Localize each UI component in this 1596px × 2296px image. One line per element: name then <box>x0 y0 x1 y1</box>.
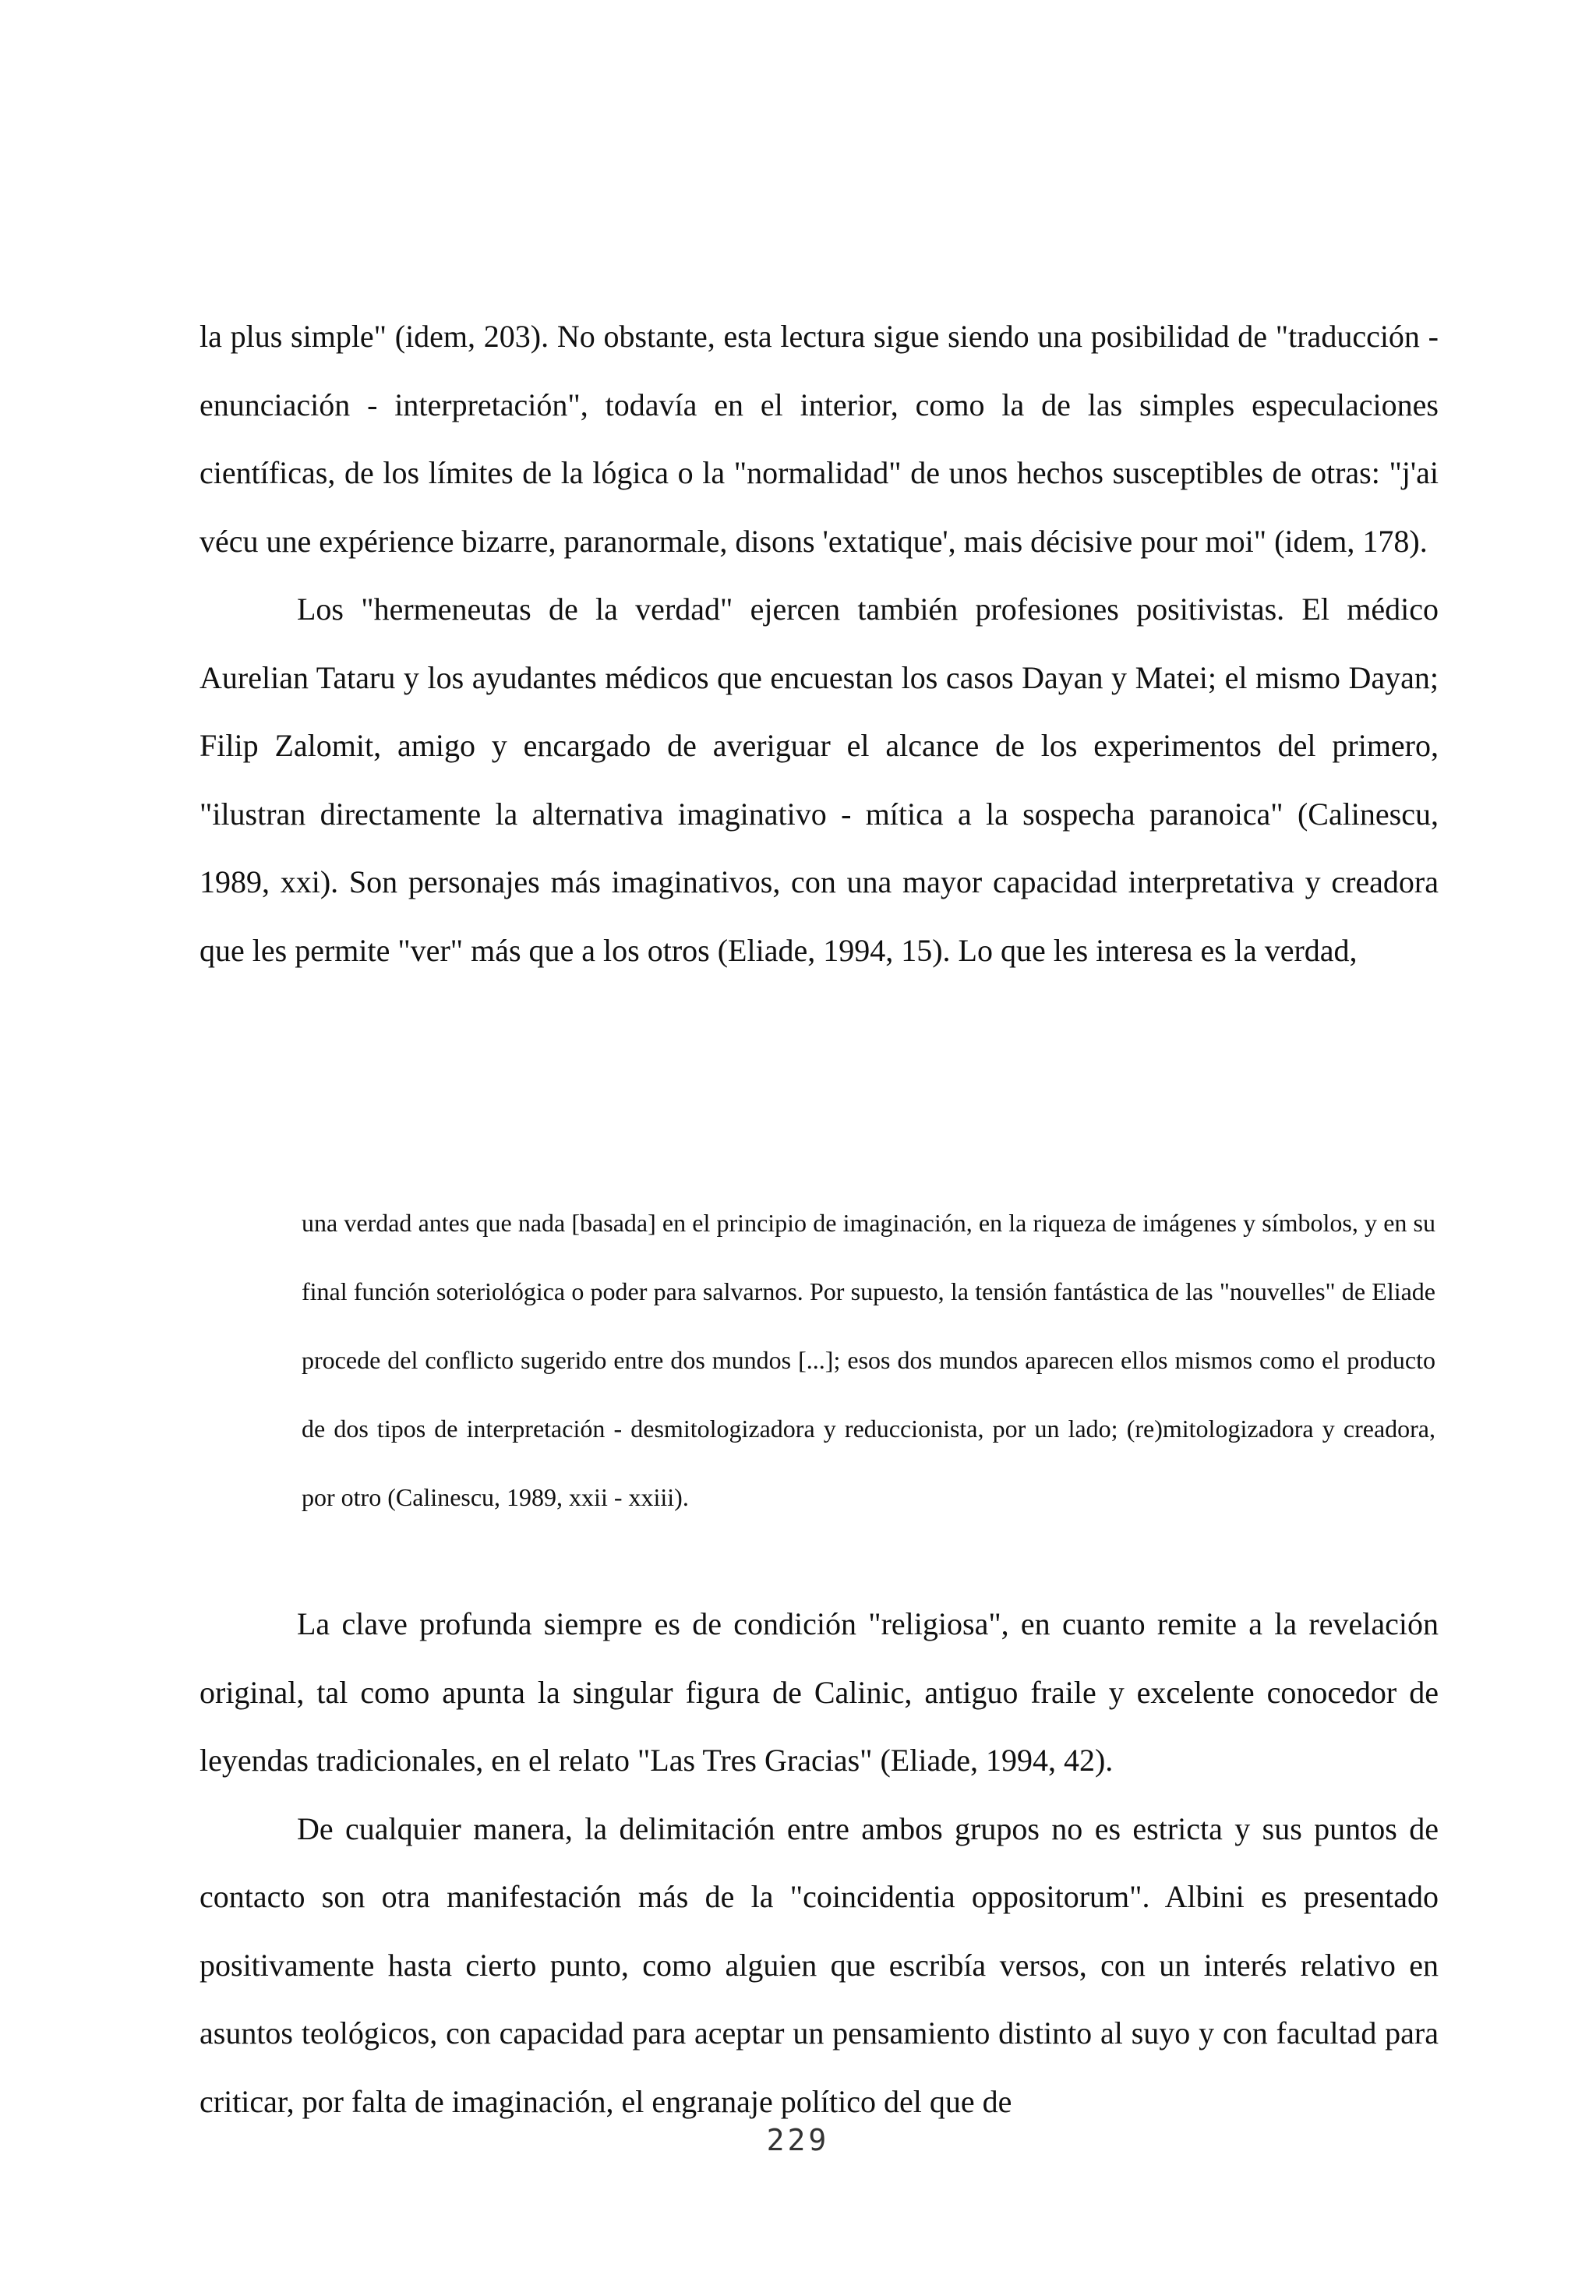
paragraph-clave-profunda: La clave profunda siempre es de condición "religiosa", en cuanto remite a la revelación original, tal como apunta la singular figura de Calinic, antiguo fraile y excelente conocedor de leyendas tradicionales, en el relato "Las Tres Gracias" (Eliade, 1994, 42). <box>200 1606 1439 1778</box>
paragraph-hermeneutas: Los "hermeneutas de la verdad" ejercen también profesiones positivistas. El médico Aurelian Tataru y los ayudantes médicos que encuestan los casos Dayan y Matei; el mismo Dayan; Filip Zalomit, amigo y encargado de averiguar el alcance de los experimentos del primero, "ilustran directamente la alternativa imaginativo - mítica a la sospecha paranoica" (Calinescu, 1989, xxi). Son personajes más imaginativos, con una mayor capacidad interpretativa y creadora que les permite "ver" más que a los otros (Eliade, 1994, 15). Lo que les interesa es la verdad, <box>200 592 1439 968</box>
page-number: 229 <box>766 2123 830 2157</box>
paragraph-continuation: la plus simple" (idem, 203). No obstante, esta lectura sigue siendo una posibilidad de "traducción - enunciación - interpretación", todavía en el interior, como la de las simples especulaciones científicas, de los límites de la lógica o la "normalidad" de unos hechos susceptibles de otras: "j'ai vécu une expérience bizarre, paranormale, disons 'extatique', mais décisive pour moi" (idem, 178). <box>200 319 1439 559</box>
block-quote: una verdad antes que nada [basada] en el principio de imaginación, en la riqueza de imágenes y símbolos, y en su final función soteriológica o poder para salvarnos. Por supuesto, la tensión fantástica de las "nouvelles" de Eliade procede del conflicto sugerido entre dos mundos [...]; esos dos mundos aparecen ellos mismos como el producto de dos tipos de interpretación - desmitologizadora y reduccionista, por un lado; (re)mitologizadora y creadora, por otro (Calinescu, 1989, xxii - xxiii). <box>302 1209 1435 1511</box>
body-text-top <box>200 302 1439 984</box>
paragraph-delimitacion: De cualquier manera, la delimitación entre ambos grupos no es estricta y sus puntos de contacto son otra manifestación más de la "coincidentia oppositorum". Albini es presentado positivamente hasta cierto punto, como alguien que escribía versos, con un interés relativo en asuntos teológicos, con capacidad para aceptar un pensamiento distinto al suyo y con facultad para criticar, por falta de imaginación, el engranaje político del que de <box>200 1810 1439 2119</box>
body-text-bottom <box>200 1590 1439 2135</box>
